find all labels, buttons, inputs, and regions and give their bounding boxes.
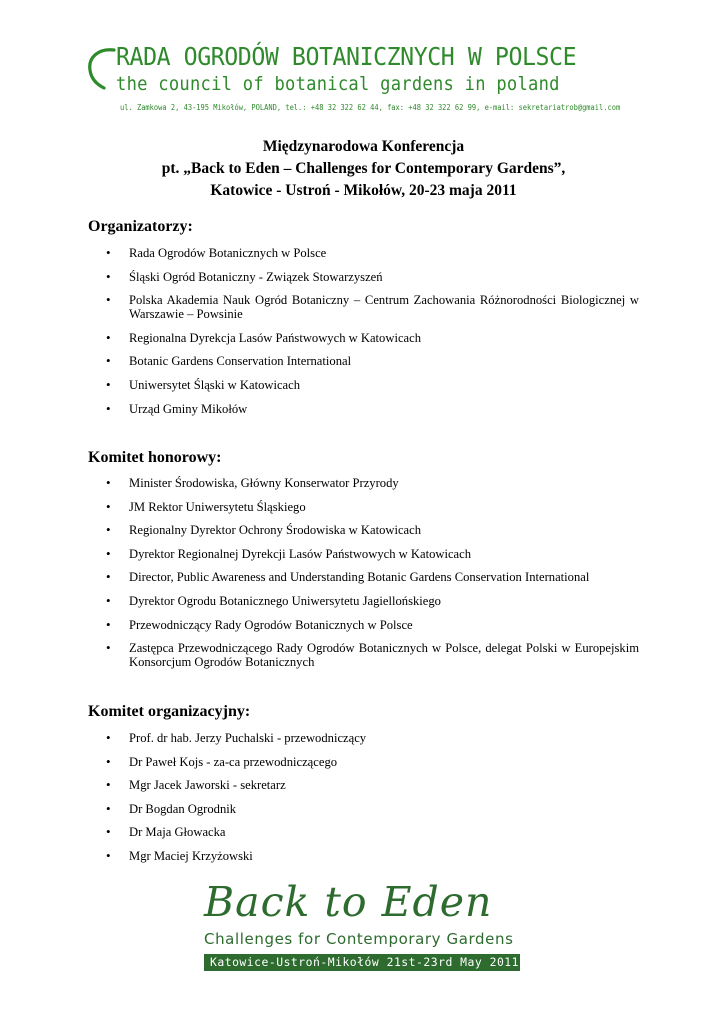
organizers-list — [88, 246, 639, 425]
list-item: • Dr Bogdan Ogrodnik — [88, 802, 639, 816]
list-item: • Dr Paweł Kojs - za-ca przewodniczącego — [88, 755, 639, 769]
list-item: • Mgr Maciej Krzyżowski — [88, 849, 639, 863]
heading-line-2: pt. „Back to Eden – Challenges for Contemporary Gardens”, — [161, 160, 566, 177]
logo-subtitle: Challenges for Contemporary Gardens — [204, 930, 514, 948]
letterhead-title: RADA OGRODÓW BOTANICZNYCH W POLSCE — [116, 42, 577, 71]
list-item: • Director, Public Awareness and Understanding Botanic Gardens Conservation International — [88, 570, 639, 584]
organizing-committee-title: Komitet organizacyjny: — [88, 703, 251, 720]
letterhead-hook-ornament — [84, 46, 118, 90]
list-item: • Dr Maja Głowacka — [88, 825, 639, 839]
letterhead-subtitle: the council of botanical gardens in poland — [116, 73, 560, 95]
heading-line-1: Międzynarodowa Konferencja — [262, 138, 465, 155]
letterhead — [84, 42, 644, 114]
list-item: • Regionalny Dyrektor Ochrony Środowiska w Katowicach — [88, 523, 639, 537]
list-item: • JM Rektor Uniwersytetu Śląskiego — [88, 500, 639, 514]
logo-title: Back to Eden — [204, 878, 493, 926]
list-item: • Botanic Gardens Conservation International — [88, 354, 639, 368]
heading-line-3: Katowice - Ustroń - Mikołów, 20-23 maja 2011 — [210, 182, 517, 199]
logo-date-text: Katowice-Ustroń-Mikołów 21st-23rd May 2011 — [210, 955, 520, 969]
back-to-eden-logo — [204, 878, 524, 978]
list-item: • Regionalna Dyrekcja Lasów Państwowych w Katowicach — [88, 331, 639, 345]
organizing-committee-list — [88, 731, 639, 873]
document-heading — [88, 136, 639, 202]
list-item: • Dyrektor Ogrodu Botanicznego Uniwersytetu Jagiellońskiego — [88, 594, 639, 608]
organizers-title: Organizatorzy: — [88, 218, 193, 235]
list-item: • Mgr Jacek Jaworski - sekretarz — [88, 778, 639, 792]
list-item: • Rada Ogrodów Botanicznych w Polsce — [88, 246, 639, 260]
list-item: • Polska Akademia Nauk Ogród Botaniczny – Centrum Zachowania Różnorodności Biologicznej w Warszawie – Powsinie — [88, 293, 639, 321]
letterhead-address: ul. Zamkowa 2, 43-195 Mikołów, POLAND, tel.: +48 32 322 62 44, fax: +48 32 322 62 99, e-mail: sekretariatrob@gmail.com — [120, 102, 621, 112]
list-item: • Dyrektor Regionalnej Dyrekcji Lasów Państwowych w Katowicach — [88, 547, 639, 561]
honorary-committee-title: Komitet honorowy: — [88, 449, 222, 466]
list-item: • Minister Środowiska, Główny Konserwator Przyrody — [88, 476, 639, 490]
list-item: • Śląski Ogród Botaniczny - Związek Stowarzyszeń — [88, 270, 639, 284]
honorary-committee-list — [88, 476, 639, 679]
list-item: • Zastępca Przewodniczącego Rady Ogrodów Botanicznych w Polsce, delegat Polski w Europejskim Konsorcjum Ogrodów Botanicznych — [88, 641, 639, 669]
list-item: • Urząd Gminy Mikołów — [88, 402, 639, 416]
list-item: • Uniwersytet Śląski w Katowicach — [88, 378, 639, 392]
list-item: • Prof. dr hab. Jerzy Puchalski - przewodniczący — [88, 731, 639, 745]
logo-date-bar — [204, 954, 520, 971]
list-item: • Przewodniczący Rady Ogrodów Botanicznych w Polsce — [88, 618, 639, 632]
